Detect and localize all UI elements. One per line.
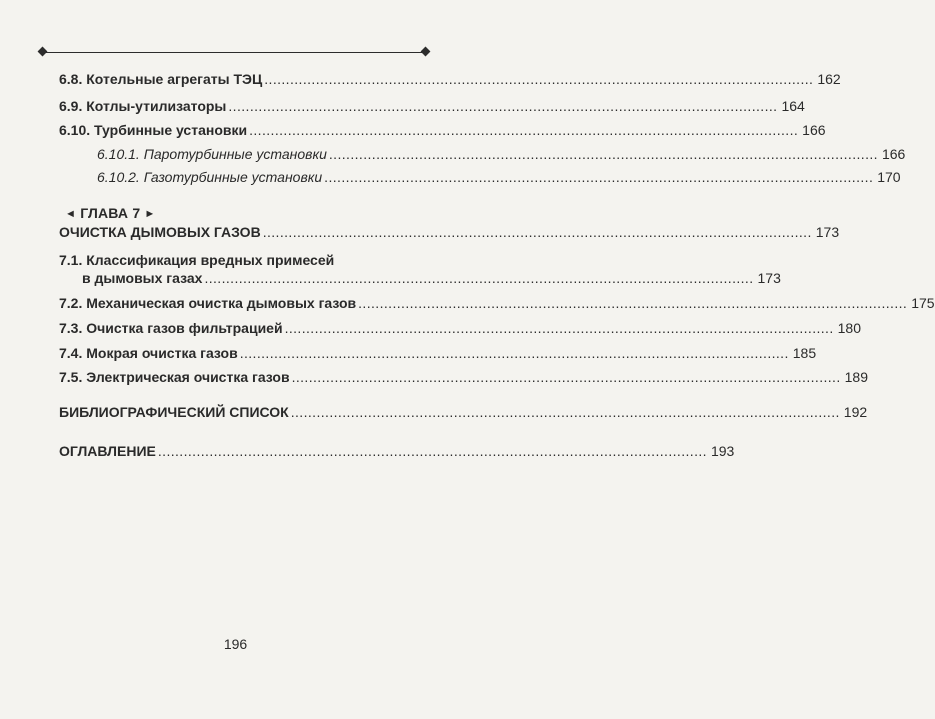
toc-entry-title: 6.10.1. Паротурбинные установки (97, 146, 327, 162)
toc-subentry[interactable] (97, 168, 901, 186)
toc-entry[interactable] (59, 294, 935, 312)
toc-entry-page: 175 (911, 295, 935, 311)
toc-entry-page: 185 (792, 345, 817, 361)
rule-left-diamond (38, 47, 48, 57)
toc-entry-title: 7.2. Механическая очистка дымовых газов (59, 295, 357, 311)
toc-leader-dots: ................................................................................................................................ (264, 71, 814, 87)
chapter-heading (65, 205, 156, 221)
rule-right-diamond (421, 47, 431, 57)
toc-entry-title: 6.8. Котельные агрегаты ТЭЦ (59, 71, 263, 87)
toc-entry[interactable] (59, 344, 817, 362)
chapter-title-entry[interactable] (59, 223, 840, 241)
toc-entry-title: 7.5. Электрическая очистка газов (59, 369, 290, 385)
toc-leader-dots: ................................................................................................................................ (324, 169, 874, 185)
toc-entry-title: 6.10. Турбинные установки (59, 122, 248, 138)
toc-entry-page: 166 (802, 122, 826, 138)
toc-entry-page: 164 (781, 98, 805, 114)
page-number: 196 (223, 636, 248, 652)
toc-leader-dots: ................................................................................................................................ (284, 320, 834, 336)
toc-entry[interactable] (59, 97, 805, 115)
toc-entry-title-continued: в дымовых газах (82, 270, 203, 286)
toc-entry[interactable] (59, 319, 861, 337)
toc-backmatter-entry[interactable] (59, 442, 735, 460)
toc-leader-dots: ................................................................................................................................ (157, 443, 707, 459)
toc-entry-title: 7.4. Мокрая очистка газов (59, 345, 238, 361)
toc-entry-page: 192 (843, 404, 868, 420)
toc-entry-page: 166 (881, 146, 906, 162)
toc-leader-dots: ................................................................................................................................ (262, 224, 812, 240)
toc-leader-dots: ................................................................................................................................ (204, 270, 754, 286)
chapter-number: ГЛАВА 7 (80, 205, 141, 221)
toc-leader-dots: ................................................................................................................................ (228, 98, 778, 114)
toc-entry-page: 180 (837, 320, 861, 336)
toc-entry[interactable] (59, 121, 826, 139)
toc-backmatter-entry[interactable] (59, 403, 868, 421)
toc-entry-line2[interactable] (82, 269, 781, 287)
toc-entry-page: 173 (815, 224, 840, 240)
toc-entry-page: 162 (817, 71, 841, 87)
toc-entry-page: 193 (710, 443, 735, 459)
toc-leader-dots: ................................................................................................................................ (291, 369, 841, 385)
chapter-title: ОЧИСТКА ДЫМОВЫХ ГАЗОВ (59, 224, 261, 240)
toc-leader-dots: ................................................................................................................................ (358, 295, 908, 311)
toc-entry-page: 170 (877, 169, 901, 185)
toc-entry-page: 189 (844, 369, 868, 385)
toc-leader-dots: ................................................................................................................................ (290, 404, 840, 420)
toc-entry[interactable] (59, 368, 868, 386)
toc-entry-title: 7.1. Классификация вредных примесей (59, 252, 335, 268)
toc-subentry[interactable] (97, 145, 906, 163)
toc-leader-dots: ................................................................................................................................ (249, 122, 799, 138)
toc-entry-line1[interactable] (59, 251, 428, 269)
toc-entry-page: 173 (757, 270, 781, 286)
toc-entry[interactable] (59, 70, 841, 88)
toc-leader-dots: ................................................................................................................................ (239, 345, 789, 361)
toc-entry-title: ОГЛАВЛЕНИЕ (59, 443, 156, 459)
toc-entry-title: 6.9. Котлы-утилизаторы (59, 98, 227, 114)
toc-leader-dots: ................................................................................................................................ (328, 146, 878, 162)
header-rule (43, 52, 426, 53)
triangle-left-icon: ◄ (65, 208, 77, 220)
toc-entry-title: 7.3. Очистка газов фильтрацией (59, 320, 283, 336)
toc-entry-title: 6.10.2. Газотурбинные установки (97, 169, 323, 185)
toc-entry-title: БИБЛИОГРАФИЧЕСКИЙ СПИСОК (59, 404, 289, 420)
triangle-right-icon: ► (144, 208, 156, 220)
